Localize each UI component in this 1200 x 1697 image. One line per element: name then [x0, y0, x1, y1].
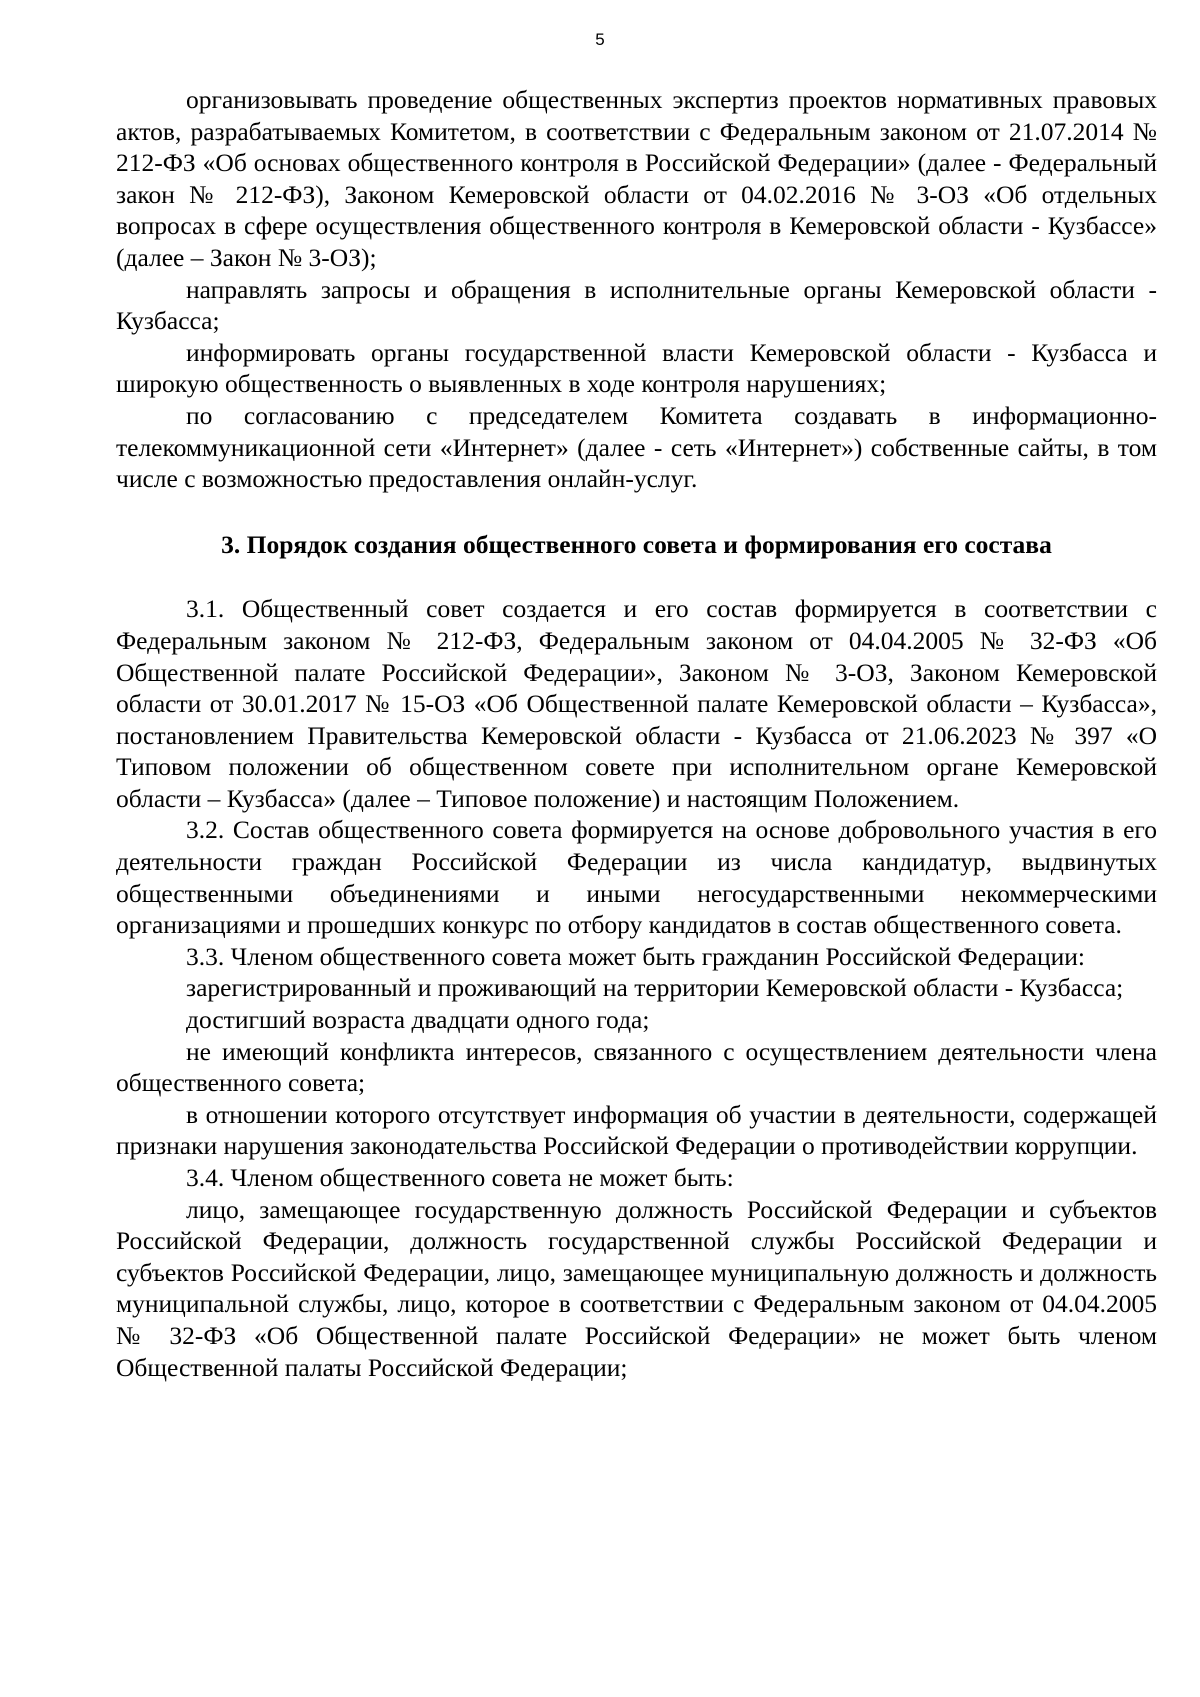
page-body [116, 84, 1157, 1383]
paragraph: по согласованию с председателем Комитета создавать в информационно-телекоммуникационной сети «Интернет» (далее - сеть «Интернет») собственные сайты, в том числе с возможностью предоставления онлайн-услуг. [116, 400, 1157, 494]
paragraph: в отношении которого отсутствует информация об участии в деятельности, содержащей признаки нарушения законодательства Российской Федерации о противодействии коррупции. [116, 1099, 1157, 1161]
paragraph: зарегистрированный и проживающий на территории Кемеровской области - Кузбасса; [186, 973, 1124, 1003]
spacer [116, 495, 1157, 529]
paragraph: направлять запросы и обращения в исполнительные органы Кемеровской области - Кузбасса; [116, 274, 1157, 336]
page-number: 5 [595, 30, 605, 49]
paragraph: 3.2. Состав общественного совета формируется на основе добровольного участия в его деятельности граждан Российской Федерации из числа кандидатур, выдвинутых общественными объединениями и иными негосударственными некоммерческими организациями и прошедших конкурс по отбору кандидатов в состав общественного совета. [116, 815, 1157, 940]
paragraph: 3.3. Членом общественного совета может быть гражданин Российской Федерации: [186, 941, 1085, 971]
spacer [116, 560, 1157, 593]
paragraph: достигший возраста двадцати одного года; [186, 1005, 650, 1035]
section-heading: 3. Порядок создания общественного совета и формирования его состава [221, 529, 1052, 559]
paragraph: 3.4. Членом общественного совета не может быть: [186, 1163, 734, 1192]
paragraph: информировать органы государственной власти Кемеровской области - Кузбасса и широкую общественность о выявленных в ходе контроля нарушениях; [116, 337, 1157, 399]
paragraph: не имеющий конфликта интересов, связанного с осуществлением деятельности члена общественного совета; [116, 1036, 1157, 1098]
paragraph: лицо, замещающее государственную должность Российской Федерации и субъектов Российской Федерации, должность государственной службы Российской Федерации и субъектов Российской Федерации, лицо, замещающее муниципальную должность и должность муниципальной службы, лицо, которое в соответствии с Федеральным законом от 04.04.2005 № 32-ФЗ «Об Общественной палате Российской Федерации» не может быть членом Общественной палаты Российской Федерации; [116, 1194, 1157, 1382]
paragraph: 3.1. Общественный совет создается и его состав формируется в соответствии с Федеральным законом № 212-ФЗ, Федеральным законом от 04.04.2005 № 32-ФЗ «Об Общественной палате Российской Федерации», Законом № 3-ОЗ, Законом Кемеровской области от 30.01.2017 № 15-ОЗ «Об Общественной палате Кемеровской области – Кузбасса», постановлением Правительства Кемеровской области - Кузбасса от 21.06.2023 № 397 «О Типовом положении об общественном совете при исполнительном органе Кемеровской области – Кузбасса» (далее – Типовое положение) и настоящим Положением. [116, 594, 1157, 813]
paragraph: организовывать проведение общественных экспертиз проектов нормативных правовых актов, разрабатываемых Комитетом, в соответствии с Федеральным законом от 21.07.2014 № 212-ФЗ «Об основах общественного контроля в Российской Федерации» (далее - Федеральный закон № 212-ФЗ), Законом Кемеровской области от 04.02.2016 № 3-ОЗ «Об отдельных вопросах в сфере осуществления общественного контроля в Кемеровской области - Кузбассе» (далее – Закон № 3-ОЗ); [116, 85, 1157, 272]
